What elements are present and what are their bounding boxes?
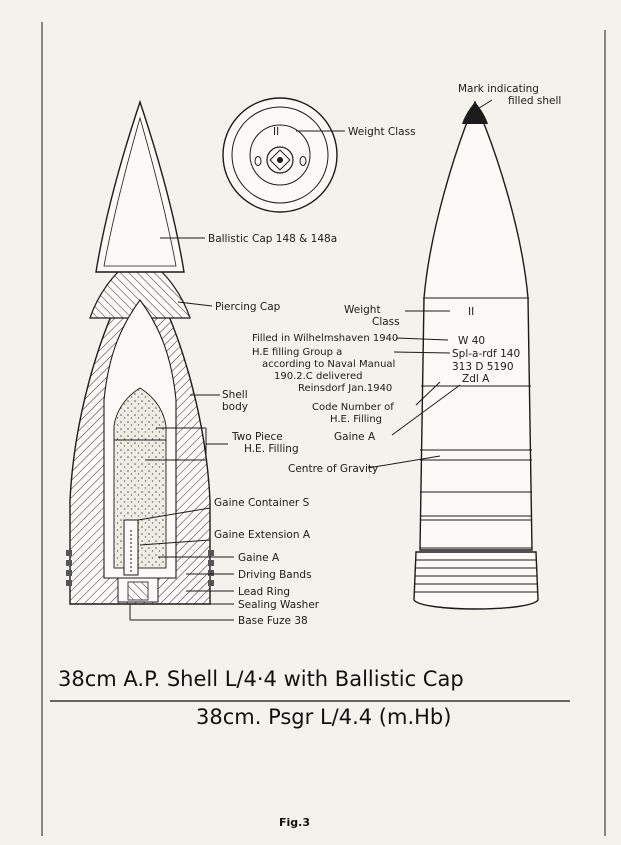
value-manual: 313 D 5190 (452, 361, 514, 373)
label-piercing-cap: Piercing Cap (215, 301, 281, 313)
value-filled-in: W 40 (458, 335, 486, 347)
exterior-weight-marking: II (468, 306, 475, 318)
label-lead-ring: Lead Ring (238, 586, 291, 598)
label-filling-group-2: according to Naval Manual (262, 359, 396, 370)
label-mark-1: Mark indicating (458, 83, 539, 95)
label-weight-class-2: Class (372, 316, 400, 328)
driving-bands-exterior (414, 552, 538, 609)
label-gaine-exterior: Gaine A (334, 431, 376, 443)
label-driving-bands: Driving Bands (238, 569, 312, 581)
label-code-2: H.E. Filling (330, 414, 383, 425)
label-mark-2: filled shell (508, 95, 562, 107)
label-shell-body-1: Shell (222, 389, 248, 401)
base-view (223, 98, 345, 212)
value-zdl: Zdl A (462, 373, 490, 385)
label-code-1: Code Number of (312, 402, 394, 413)
he-filling-lower (114, 440, 166, 568)
label-gaine-container: Gaine Container S (214, 497, 310, 509)
label-weight-class-1: Weight (344, 304, 381, 316)
label-two-piece-1: Two Piece (232, 431, 283, 443)
label-centre-of-gravity: Centre of Gravity (288, 463, 379, 475)
label-filling-group-3: 190.2.C delivered (274, 371, 363, 382)
label-shell-body-2: body (222, 401, 248, 413)
label-filling-group-1: H.E filling Group a (252, 347, 343, 358)
label-reinsdorf: Reinsdorf Jan.1940 (298, 383, 393, 394)
label-two-piece-2: H.E. Filling (244, 443, 299, 455)
label-filled-in: Filled in Wilhelmshaven 1940 (252, 333, 399, 344)
label-ballistic-cap: Ballistic Cap 148 & 148a (208, 233, 338, 245)
label-gaine-a: Gaine A (238, 552, 280, 564)
figure-label: Fig.3 (279, 816, 310, 829)
label-gaine-extension: Gaine Extension A (214, 529, 311, 541)
base-weight-marking: II (273, 126, 280, 138)
section-view (66, 102, 234, 620)
title-sub: 38cm. Psgr L/4.4 (m.Hb) (196, 705, 452, 729)
label-weight-class-base: Weight Class (348, 126, 416, 138)
label-sealing-washer: Sealing Washer (238, 599, 320, 611)
ballistic-cap-section (96, 102, 184, 272)
label-base-fuze: Base Fuze 38 (238, 615, 308, 627)
value-filling-group: Spl-a-rdf 140 (452, 348, 521, 360)
title-main: 38cm A.P. Shell L/4·4 with Ballistic Cap (58, 667, 464, 691)
shell-exterior-outline (420, 102, 532, 550)
